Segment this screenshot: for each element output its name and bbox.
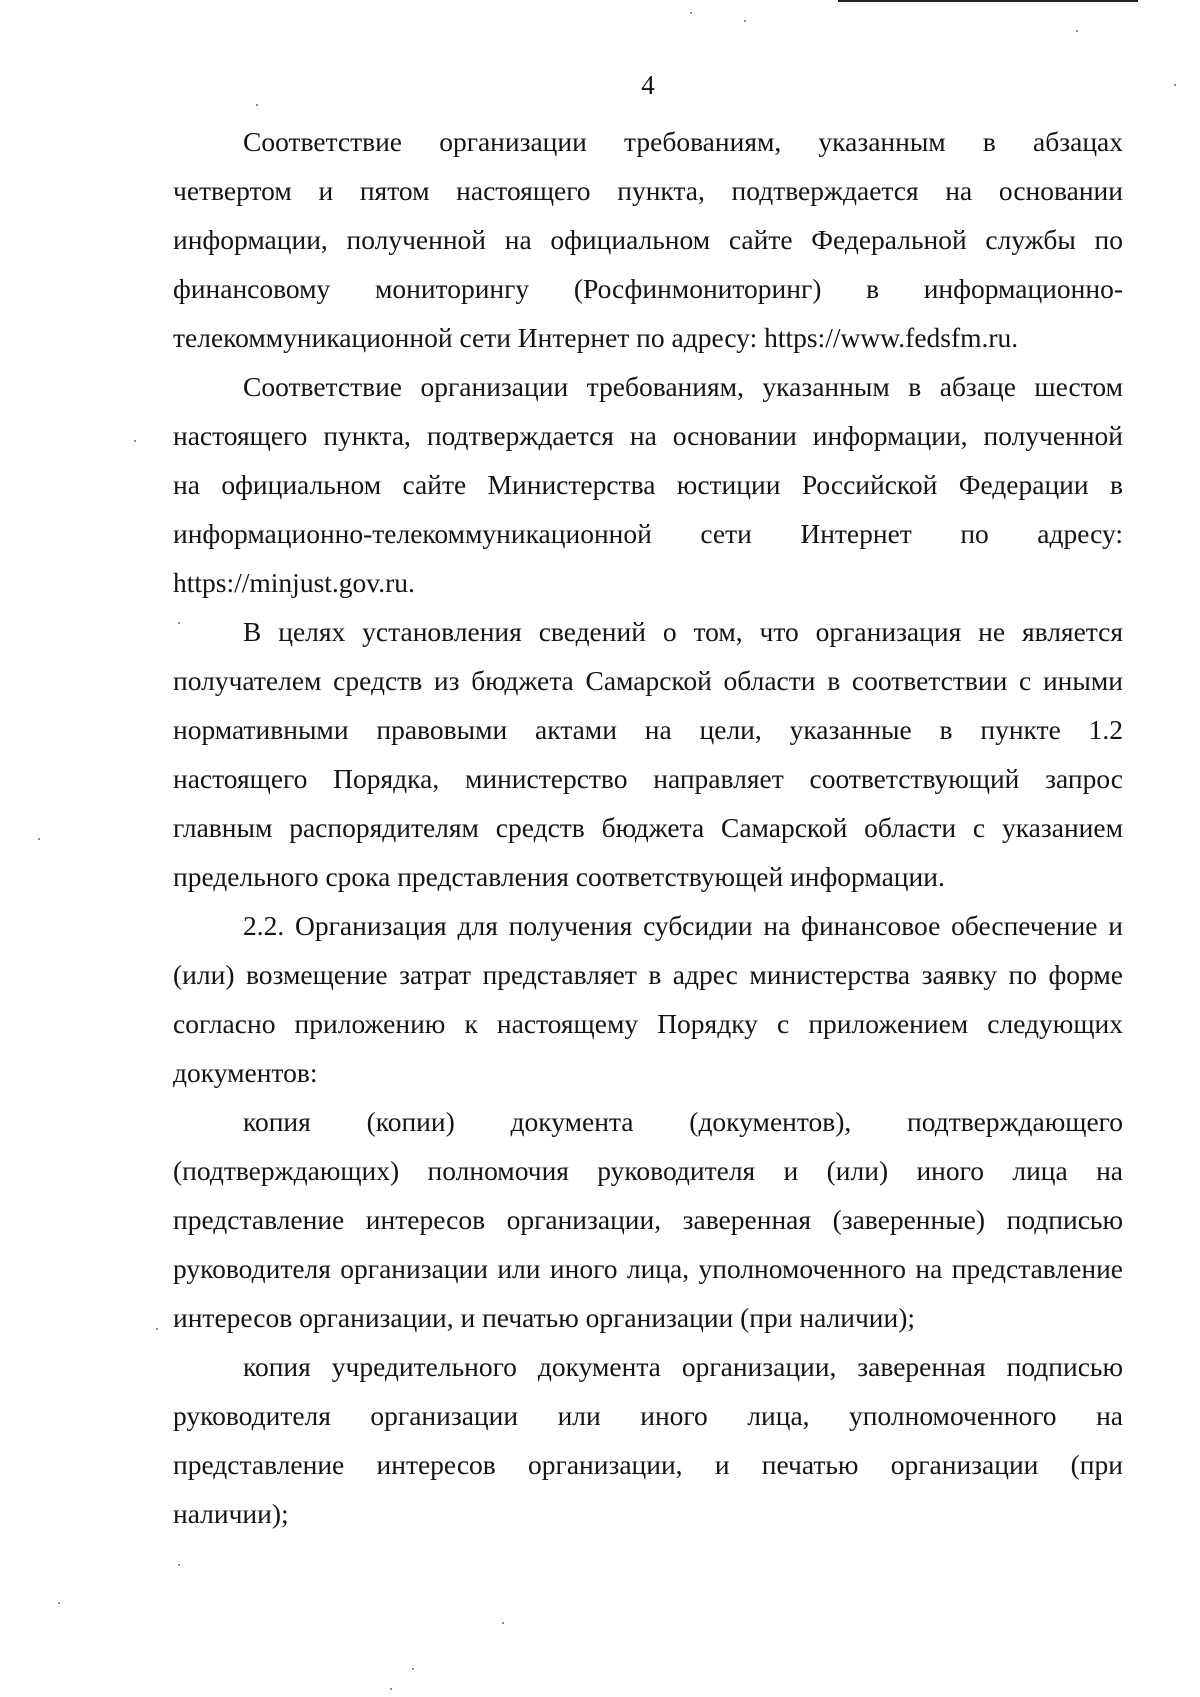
text-line: Соответствие организации требованиям, указанным в абзацах bbox=[243, 126, 1123, 157]
paragraph bbox=[173, 117, 1123, 362]
paragraph bbox=[173, 1097, 1123, 1342]
text-line: руководителя организации или иного лица, уполномоченного на представление bbox=[173, 1253, 1123, 1284]
paragraph bbox=[173, 607, 1123, 901]
text-line: https://minjust.gov.ru. bbox=[173, 567, 415, 598]
text-line: согласно приложению к настоящему Порядку с приложением следующих bbox=[173, 1008, 1123, 1039]
scan-speck bbox=[744, 20, 746, 22]
text-line: информационно-телекоммуникационной сети Интернет по адресу: bbox=[173, 518, 1123, 549]
text-line: руководителя организации или иного лица, уполномоченного на bbox=[173, 1400, 1123, 1431]
scan-speck bbox=[178, 1564, 180, 1566]
text-line: интересов организации, и печатью организации (при наличии); bbox=[173, 1302, 916, 1333]
text-line: наличии); bbox=[173, 1498, 289, 1529]
text-line: предельного срока представления соответствующей информации. bbox=[173, 861, 945, 892]
text-line: настоящего пункта, подтверждается на основании информации, полученной bbox=[173, 420, 1123, 451]
text-line: телекоммуникационной сети Интернет по адресу: https://www.fedsfm.ru. bbox=[173, 322, 1019, 353]
paragraph bbox=[173, 1342, 1123, 1538]
text-line: главным распорядителям средств бюджета Самарской области с указанием bbox=[173, 812, 1123, 843]
page-number: 4 bbox=[641, 70, 655, 100]
scan-speck bbox=[1076, 30, 1078, 32]
scan-edge-line bbox=[838, 0, 1138, 2]
text-line: В целях установления сведений о том, что организация не является bbox=[243, 616, 1123, 647]
text-line: представление интересов организации, и печатью организации (при bbox=[173, 1449, 1123, 1480]
text-line: представление интересов организации, заверенная (заверенные) подписью bbox=[173, 1204, 1123, 1235]
text-line: информации, полученной на официальном сайте Федеральной службы по bbox=[173, 224, 1123, 255]
scan-speck bbox=[690, 12, 692, 14]
scan-speck bbox=[390, 1688, 392, 1690]
paragraph bbox=[173, 362, 1123, 607]
scan-speck bbox=[58, 1602, 60, 1604]
document-body bbox=[173, 117, 1123, 1538]
text-line: копия учредительного документа организации, заверенная подписью bbox=[243, 1351, 1123, 1382]
scan-speck bbox=[502, 1622, 504, 1624]
scan-speck bbox=[134, 440, 136, 442]
text-line: нормативными правовыми актами на цели, указанные в пункте 1.2 bbox=[173, 714, 1123, 745]
scan-speck bbox=[412, 1668, 414, 1670]
text-line: на официальном сайте Министерства юстиции Российской Федерации в bbox=[173, 469, 1123, 500]
text-line: (подтверждающих) полномочия руководителя и (или) иного лица на bbox=[173, 1155, 1123, 1186]
text-line: получателем средств из бюджета Самарской области в соответствии с иными bbox=[173, 665, 1123, 696]
text-line: (или) возмещение затрат представляет в адрес министерства заявку по форме bbox=[173, 959, 1123, 990]
text-line: настоящего Порядка, министерство направляет соответствующий запрос bbox=[173, 763, 1123, 794]
text-line: четвертом и пятом настоящего пункта, подтверждается на основании bbox=[173, 175, 1123, 206]
text-line: документов: bbox=[173, 1057, 318, 1088]
text-line: 2.2. Организация для получения субсидии на финансовое обеспечение и bbox=[243, 910, 1123, 941]
scan-speck bbox=[38, 838, 40, 840]
paragraph bbox=[173, 901, 1123, 1097]
text-line: Соответствие организации требованиям, указанным в абзаце шестом bbox=[243, 371, 1123, 402]
scan-speck bbox=[256, 104, 258, 106]
text-line: копия (копии) документа (документов), подтверждающего bbox=[243, 1106, 1123, 1137]
text-line: финансовому мониторингу (Росфинмониторинг) в информационно- bbox=[173, 273, 1123, 304]
scan-speck bbox=[156, 1328, 158, 1330]
